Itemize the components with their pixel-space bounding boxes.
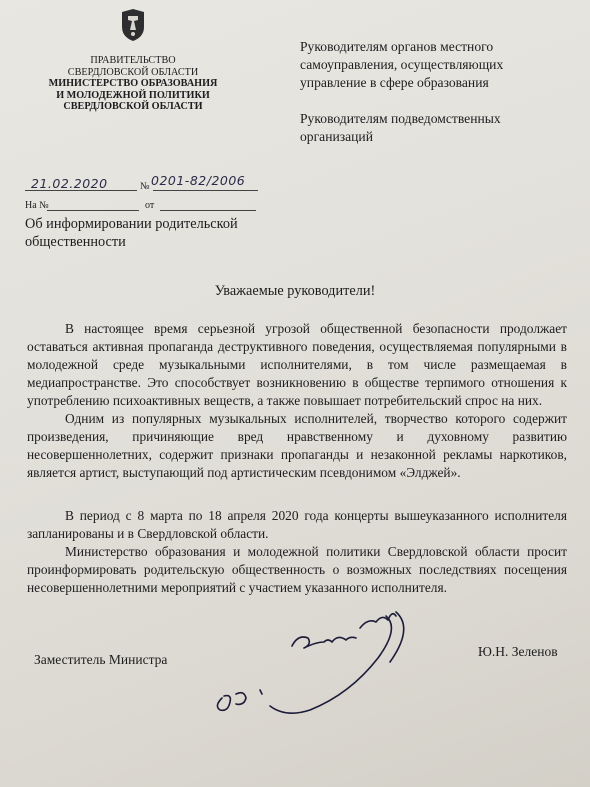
sender-block [44,55,222,113]
reference-label: На № [25,200,49,211]
signer-name: Ю.Н. Зеленов [478,644,558,659]
body-paragraph: Министерство образования и молодежной политики Свердловской области просит проинформировать родительскую общественность о возможных последствиях посещения несовершеннолетними мероприятий с участием указанного исполнителя. [27,544,567,595]
body-paragraph: В настоящее время серьезной угрозой общественной безопасности продолжает оставаться активная пропаганда деструктивного поведения, осуществляемая популярными в молодежной среде музыкальными исполнителями, в том числе размещаемая в медиапространстве. Это способствует возникновению в обществе терпимого отношения к употреблению психоактивных веществ, а также повышает потребительский спрос на них. [27,321,567,408]
subject-line: Об информировании родительской [25,216,238,232]
registration-number: 0201-82/2006 [151,173,246,188]
letter-subject [25,215,238,251]
reference-row [25,198,265,214]
coat-of-arms-icon [119,8,147,42]
salutation: Уважаемые руководители! [214,283,376,299]
body-paragraph: В период с 8 марта по 18 апреля 2020 года концерты вышеуказанного исполнителя запланированы и в Свердловской области. [27,508,567,541]
reference-from-label: от [145,200,155,211]
handwritten-signature [200,598,440,728]
registration-date-row [25,173,265,196]
addressee-municipal: Руководителям органов местного самоуправления, осуществляющих управление в сфере образования [300,39,504,90]
number-sign: № [140,181,150,192]
subject-line: общественности [25,234,126,250]
signer-title: Заместитель Министра [34,652,168,667]
addressee-subordinate: Руководителям подведомственных организаций [300,111,501,144]
sender-line: СВЕРДЛОВСКОЙ ОБЛАСТИ [67,66,199,78]
sender-line: СВЕРДЛОВСКОЙ ОБЛАСТИ [63,101,203,112]
registration-date: 21.02.2020 [31,176,108,191]
sender-line: ПРАВИТЕЛЬСТВО [90,55,176,66]
body-paragraph: Одним из популярных музыкальных исполнителей, творчество которого содержит произведения, причиняющие вред нравственному и духовному развитию несовершеннолетних, содержит признаки пропаганды и незаконной рекламы наркотиков, является артист, выступающий под артистическим псевдонимом «Элджей». [27,411,567,480]
sender-line: И МОЛОДЕЖНОЙ ПОЛИТИКИ [56,89,210,101]
sender-line: МИНИСТЕРСТВО ОБРАЗОВАНИЯ [48,78,218,89]
